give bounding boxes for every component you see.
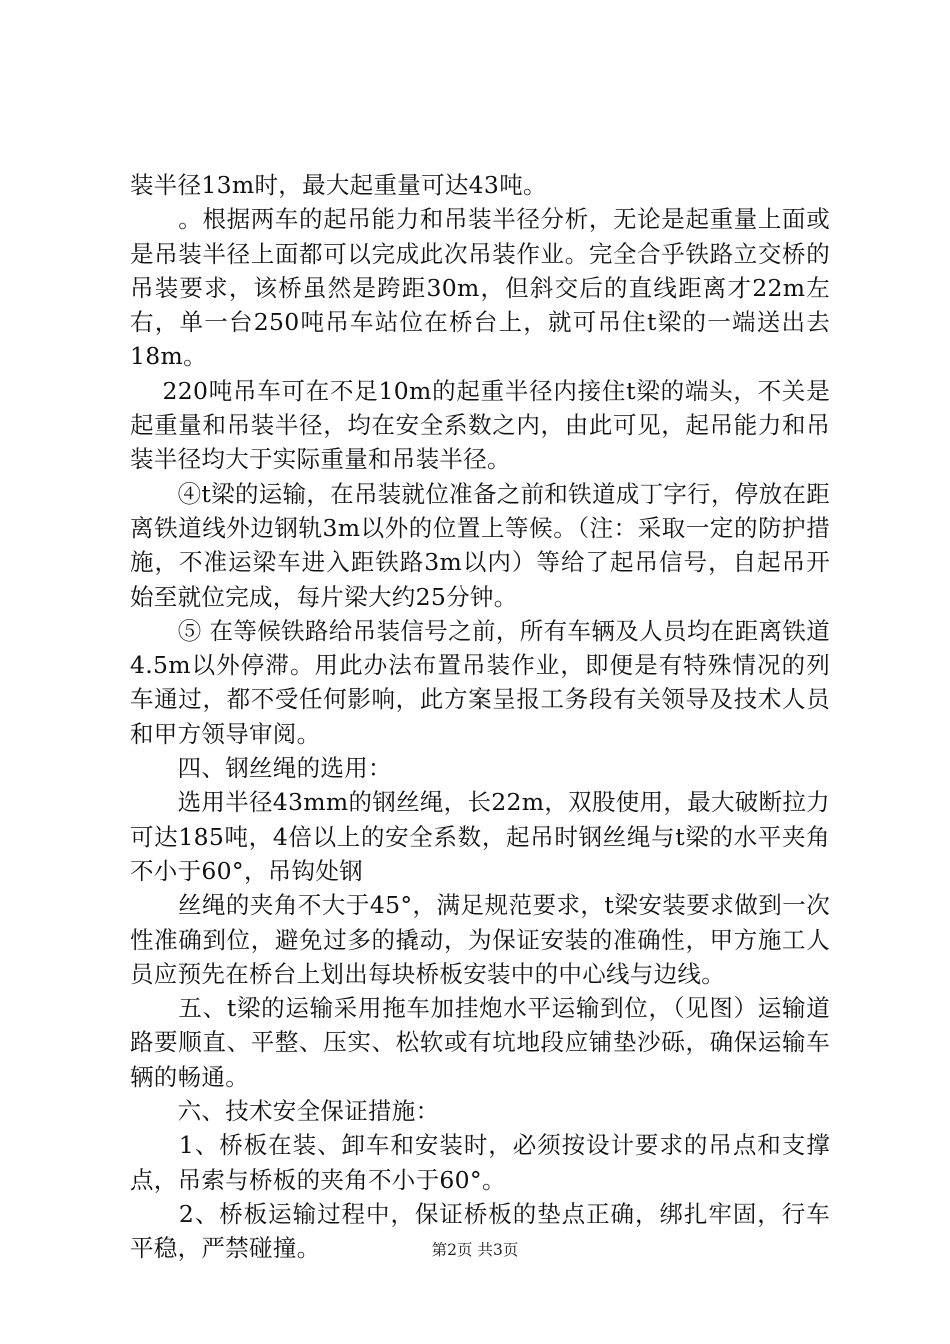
paragraph-2: 。根据两车的起吊能力和吊装半径分析，无论是起重量上面或是吊装半径上面都可以完成此次吊装作业。完全合乎铁路立交桥的吊装要求，该桥虽然是跨距30m，但斜交后的直线距离才22m左右，单一台250吨吊车站位在桥台上，就可吊住t梁的一端送出去18m。 bbox=[130, 205, 830, 371]
paragraph-7: 丝绳的夹角不大于45°，满足规范要求，t梁安装要求做到一次性准确到位，避免过多的撬动，为保证安装的准确性，甲方施工人员应预先在桥台上划出每块桥板安装中的中心线与边线。 bbox=[130, 891, 830, 988]
paragraph-5: ⑤ 在等候铁路给吊装信号之前，所有车辆及人员均在距离铁道4.5m以外停滞。用此办法布置吊装作业，即便是有特殊情况的列车通过，都不受任何影响，此方案呈报工务段有关领导及技术人员和甲方领导审阅。 bbox=[130, 616, 830, 748]
list-item-2: 2、桥板运输过程中，保证桥板的垫点正确，绑扎牢固，行车平稳，严禁碰撞。 bbox=[130, 1199, 830, 1263]
list-item-1: 1、桥板在装、卸车和安装时，必须按设计要求的吊点和支撑点，吊索与桥板的夹角不小于60°。 bbox=[130, 1131, 830, 1194]
paragraph-1: 装半径13m时，最大起重量可达43吨。 bbox=[130, 171, 547, 199]
section-heading-5: 五、t梁的运输采用拖车加挂炮水平运输到位，（见图）运输道路要顺直、平整、压实、松软或有坑地段应铺垫沙砾，确保运输车辆的畅通。 bbox=[130, 994, 830, 1091]
page-number-footer: 第2页 共3页 bbox=[431, 1241, 519, 1259]
paragraph-6: 选用半径43mm的钢丝绳，长22m，双股使用，最大破断拉力可达185吨，4倍以上的安全系数，起吊时钢丝绳与t梁的水平夹角不小于60°，吊钩处钢 bbox=[130, 788, 830, 885]
document-body bbox=[130, 168, 830, 1266]
paragraph-4: ④t梁的运输，在吊装就位准备之前和铁道成丁字行，停放在距离铁道线外边钢轨3m以外的位置上等候。（注：采取一定的防护措施，不准运梁车进入距铁路3m以内）等给了起吊信号，自起吊开始至就位完成，每片梁大约25分钟。 bbox=[130, 479, 830, 611]
paragraph-3: 220吨吊车可在不足10m的起重半径内接住t梁的端头，不关是起重量和吊装半径，均在安全系数之内，由此可见，起吊能力和吊装半径均大于实际重量和吊装半径。 bbox=[130, 376, 830, 474]
section-heading-6: 六、技术安全保证措施： bbox=[130, 1097, 440, 1126]
section-heading-4: 四、钢丝绳的选用： bbox=[130, 754, 392, 783]
